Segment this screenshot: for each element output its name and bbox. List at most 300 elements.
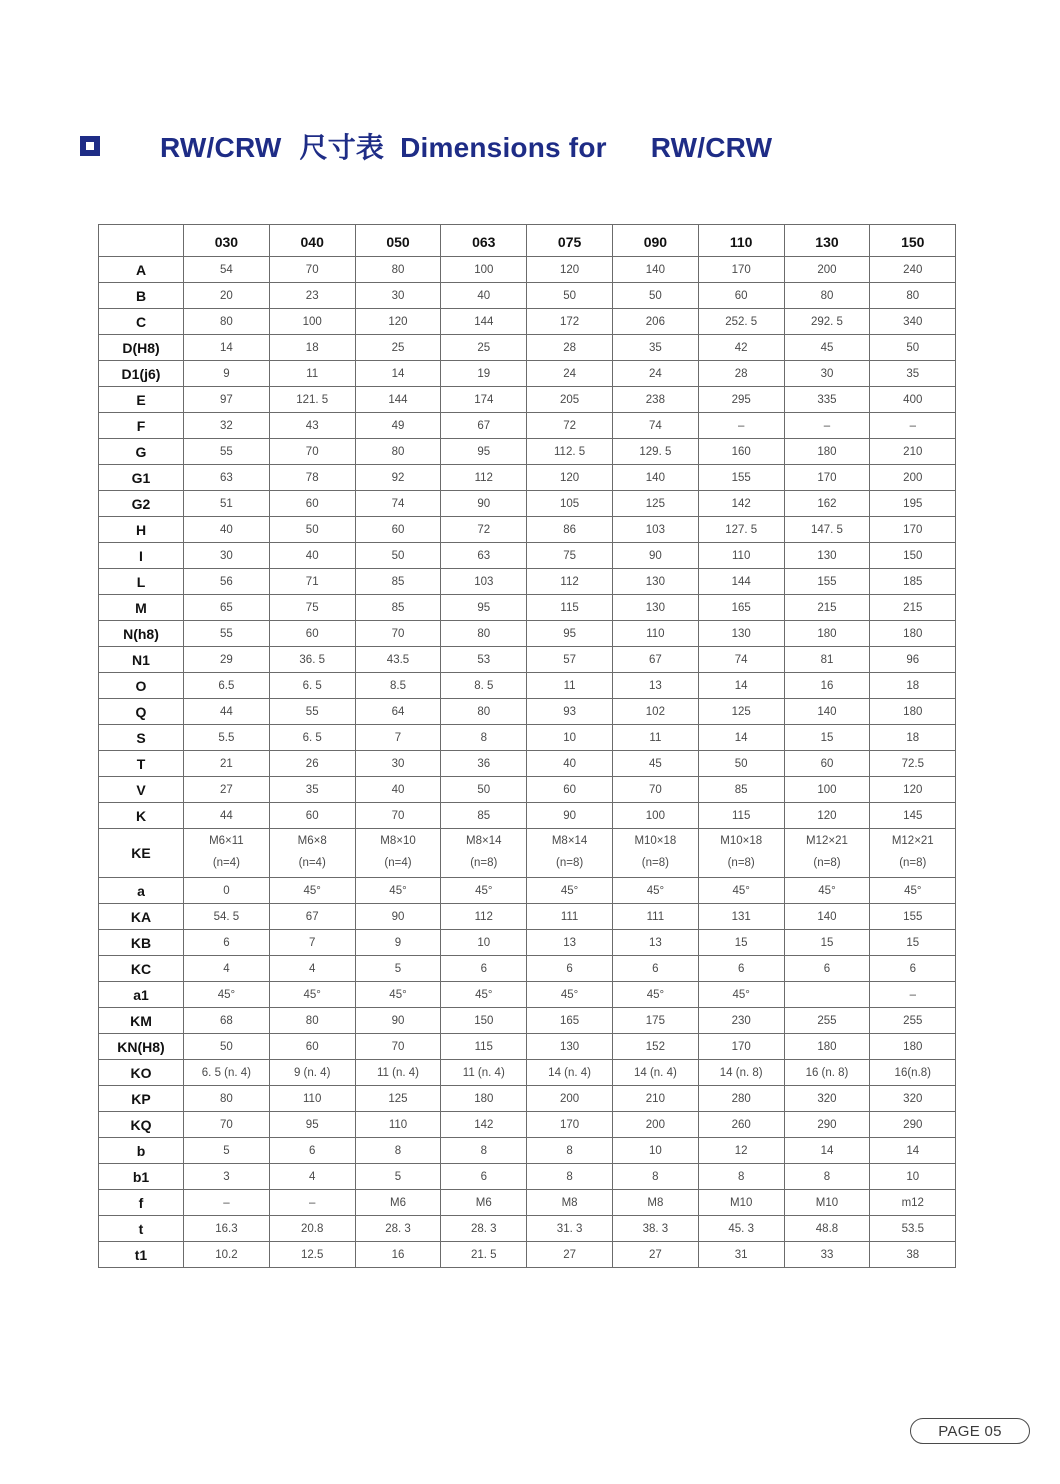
table-cell: 38 xyxy=(870,1242,956,1268)
table-cell: 65 xyxy=(184,595,270,621)
table-row xyxy=(99,1034,956,1060)
row-label: G1 xyxy=(99,465,184,491)
table-cell: 145 xyxy=(870,803,956,829)
table-cell: 92 xyxy=(355,465,441,491)
table-cell: 238 xyxy=(612,387,698,413)
table-cell: 67 xyxy=(269,904,355,930)
table-cell: 26 xyxy=(269,751,355,777)
table-cell: – xyxy=(784,413,870,439)
table-cell: 42 xyxy=(698,335,784,361)
table-cell: 147. 5 xyxy=(784,517,870,543)
table-cell: 44 xyxy=(184,699,270,725)
table-cell: 14 xyxy=(870,1138,956,1164)
table-cell: 78 xyxy=(269,465,355,491)
table-cell: 103 xyxy=(441,569,527,595)
table-cell: 45 xyxy=(784,335,870,361)
table-cell: 8 xyxy=(527,1164,613,1190)
table-cell: 27 xyxy=(612,1242,698,1268)
table-row xyxy=(99,283,956,309)
table-cell: 80 xyxy=(441,621,527,647)
table-cell: 50 xyxy=(441,777,527,803)
table-cell: 15 xyxy=(784,725,870,751)
table-row xyxy=(99,413,956,439)
table-cell xyxy=(527,829,613,878)
row-label: KC xyxy=(99,956,184,982)
table-cell: 90 xyxy=(355,904,441,930)
table-cell: 72.5 xyxy=(870,751,956,777)
table-cell: 50 xyxy=(870,335,956,361)
table-cell: 45° xyxy=(698,878,784,904)
table-cell: 14 xyxy=(698,725,784,751)
table-row xyxy=(99,1164,956,1190)
table-cell: 44 xyxy=(184,803,270,829)
column-header: 040 xyxy=(269,225,355,257)
table-cell: 6 xyxy=(527,956,613,982)
table-cell: 35 xyxy=(269,777,355,803)
table-row xyxy=(99,1060,956,1086)
thread-count: (n=4) xyxy=(384,857,412,869)
table-cell: 255 xyxy=(784,1008,870,1034)
table-cell: 50 xyxy=(355,543,441,569)
table-cell: 210 xyxy=(612,1086,698,1112)
table-cell: 112 xyxy=(527,569,613,595)
table-cell: 125 xyxy=(612,491,698,517)
thread-size: M10×18 xyxy=(720,835,763,848)
row-label: Q xyxy=(99,699,184,725)
table-row xyxy=(99,595,956,621)
table-cell: 100 xyxy=(784,777,870,803)
column-header: 063 xyxy=(441,225,527,257)
table-cell: 200 xyxy=(612,1112,698,1138)
table-cell: 80 xyxy=(184,309,270,335)
row-label: I xyxy=(99,543,184,569)
table-row xyxy=(99,335,956,361)
table-cell: 63 xyxy=(441,543,527,569)
row-label: KQ xyxy=(99,1112,184,1138)
column-header: 110 xyxy=(698,225,784,257)
table-cell: 6. 5 xyxy=(269,673,355,699)
table-cell: 96 xyxy=(870,647,956,673)
table-cell xyxy=(441,829,527,878)
table-cell: 45° xyxy=(870,878,956,904)
table-cell: 292. 5 xyxy=(784,309,870,335)
row-label: KE xyxy=(99,829,184,878)
table-cell: 12 xyxy=(698,1138,784,1164)
table-cell: 320 xyxy=(784,1086,870,1112)
page-number-badge xyxy=(910,1418,1030,1444)
table-cell: 7 xyxy=(355,725,441,751)
table-cell: 25 xyxy=(355,335,441,361)
table-cell: M8 xyxy=(612,1190,698,1216)
column-header: 090 xyxy=(612,225,698,257)
table-cell: 14 (n. 4) xyxy=(612,1060,698,1086)
corner-cell xyxy=(99,225,184,257)
row-label: N(h8) xyxy=(99,621,184,647)
table-cell: 90 xyxy=(527,803,613,829)
table-cell: 70 xyxy=(355,621,441,647)
column-header: 050 xyxy=(355,225,441,257)
page-header xyxy=(80,126,772,166)
page-number-label: PAGE 05 xyxy=(938,1422,1002,1440)
table-cell: 45° xyxy=(527,878,613,904)
table-cell: 130 xyxy=(612,569,698,595)
table-cell: 120 xyxy=(355,309,441,335)
table-cell: 30 xyxy=(784,361,870,387)
row-label: f xyxy=(99,1190,184,1216)
table-cell: 60 xyxy=(355,517,441,543)
row-label: N1 xyxy=(99,647,184,673)
table-cell: 28. 3 xyxy=(355,1216,441,1242)
table-cell: 144 xyxy=(441,309,527,335)
title-chinese: 尺寸表 xyxy=(299,132,385,163)
table-cell: 21 xyxy=(184,751,270,777)
column-header: 130 xyxy=(784,225,870,257)
table-cell: 255 xyxy=(870,1008,956,1034)
table-cell: 185 xyxy=(870,569,956,595)
table-cell: 9 (n. 4) xyxy=(269,1060,355,1086)
table-cell: 6.5 xyxy=(184,673,270,699)
table-cell: 4 xyxy=(269,1164,355,1190)
table-cell: – xyxy=(870,413,956,439)
table-cell: 6 xyxy=(441,956,527,982)
table-cell: 56 xyxy=(184,569,270,595)
table-cell: 60 xyxy=(269,491,355,517)
table-cell: 50 xyxy=(698,751,784,777)
table-cell: 80 xyxy=(870,283,956,309)
table-cell: 110 xyxy=(612,621,698,647)
table-cell: M8 xyxy=(527,1190,613,1216)
table-cell: 140 xyxy=(784,904,870,930)
table-cell: 51 xyxy=(184,491,270,517)
table-cell: 170 xyxy=(698,1034,784,1060)
title-model: RW/CRW xyxy=(650,132,773,163)
table-cell: M10 xyxy=(698,1190,784,1216)
table-cell: 14 xyxy=(355,361,441,387)
table-cell: 68 xyxy=(184,1008,270,1034)
thread-size: M6×8 xyxy=(297,835,327,848)
table-cell: 7 xyxy=(269,930,355,956)
table-cell: m12 xyxy=(870,1190,956,1216)
thread-size: M10×18 xyxy=(634,835,677,848)
table-cell: 28 xyxy=(698,361,784,387)
table-cell: 32 xyxy=(184,413,270,439)
table-cell: 10 xyxy=(441,930,527,956)
table-cell xyxy=(784,829,870,878)
table-cell: 11 xyxy=(527,673,613,699)
table-cell: 90 xyxy=(612,543,698,569)
table-cell: 40 xyxy=(269,543,355,569)
table-cell: 180 xyxy=(870,699,956,725)
table-cell: 155 xyxy=(698,465,784,491)
row-label: B xyxy=(99,283,184,309)
table-cell: 14 xyxy=(698,673,784,699)
table-row xyxy=(99,673,956,699)
table-cell: 55 xyxy=(184,621,270,647)
table-cell: 80 xyxy=(355,257,441,283)
table-cell: 195 xyxy=(870,491,956,517)
table-cell: 8 xyxy=(355,1138,441,1164)
table-cell: 260 xyxy=(698,1112,784,1138)
table-cell: 100 xyxy=(612,803,698,829)
table-cell: 13 xyxy=(527,930,613,956)
table-cell: 20 xyxy=(184,283,270,309)
thread-count: (n=8) xyxy=(727,857,755,869)
table-cell: 205 xyxy=(527,387,613,413)
thread-count: (n=4) xyxy=(212,857,240,869)
row-label: t1 xyxy=(99,1242,184,1268)
table-cell: 45° xyxy=(184,982,270,1008)
table-cell: 11 (n. 4) xyxy=(441,1060,527,1086)
table-cell: 6 xyxy=(784,956,870,982)
row-label: KM xyxy=(99,1008,184,1034)
table-cell: 10 xyxy=(612,1138,698,1164)
table-row xyxy=(99,517,956,543)
table-cell: 60 xyxy=(269,1034,355,1060)
thread-size: M12×21 xyxy=(806,835,848,848)
table-row xyxy=(99,1112,956,1138)
row-label: E xyxy=(99,387,184,413)
table-cell: 49 xyxy=(355,413,441,439)
table-cell: 13 xyxy=(612,673,698,699)
table-row xyxy=(99,1138,956,1164)
table-cell: 72 xyxy=(441,517,527,543)
table-row xyxy=(99,647,956,673)
title-main: RW/CRW xyxy=(160,132,282,163)
table-cell: 8 xyxy=(784,1164,870,1190)
table-cell: 18 xyxy=(870,673,956,699)
table-cell: 27 xyxy=(184,777,270,803)
table-cell: 60 xyxy=(269,621,355,647)
table-cell: 60 xyxy=(784,751,870,777)
row-label: KB xyxy=(99,930,184,956)
table-row xyxy=(99,465,956,491)
table-cell: 144 xyxy=(698,569,784,595)
table-cell: 8. 5 xyxy=(441,673,527,699)
table-cell: 74 xyxy=(355,491,441,517)
table-cell: 18 xyxy=(269,335,355,361)
table-cell xyxy=(612,829,698,878)
row-label: C xyxy=(99,309,184,335)
table-cell: 5.5 xyxy=(184,725,270,751)
table-cell: 8 xyxy=(441,1138,527,1164)
table-cell: 127. 5 xyxy=(698,517,784,543)
row-label: D1(j6) xyxy=(99,361,184,387)
dimensions-table xyxy=(98,224,956,1268)
table-cell: 110 xyxy=(269,1086,355,1112)
table-cell: 67 xyxy=(612,647,698,673)
table-cell: 97 xyxy=(184,387,270,413)
table-cell: 13 xyxy=(612,930,698,956)
table-cell: 15 xyxy=(784,930,870,956)
table-cell: M10 xyxy=(784,1190,870,1216)
table-cell xyxy=(698,829,784,878)
table-cell: 85 xyxy=(441,803,527,829)
table-cell: 120 xyxy=(870,777,956,803)
table-row xyxy=(99,956,956,982)
table-cell: 131 xyxy=(698,904,784,930)
table-cell: 155 xyxy=(870,904,956,930)
table-cell: 150 xyxy=(441,1008,527,1034)
table-cell: 115 xyxy=(527,595,613,621)
table-cell: 5 xyxy=(355,1164,441,1190)
table-cell: 125 xyxy=(698,699,784,725)
table-cell: 19 xyxy=(441,361,527,387)
table-cell: 16 xyxy=(355,1242,441,1268)
table-cell: 43.5 xyxy=(355,647,441,673)
row-label: KN(H8) xyxy=(99,1034,184,1060)
table-cell: 160 xyxy=(698,439,784,465)
table-cell: 75 xyxy=(527,543,613,569)
table-cell: 70 xyxy=(355,1034,441,1060)
table-cell: 8 xyxy=(698,1164,784,1190)
table-cell: 55 xyxy=(184,439,270,465)
table-cell: 3 xyxy=(184,1164,270,1190)
table-cell: 45° xyxy=(355,982,441,1008)
table-row xyxy=(99,309,956,335)
title-bullet-icon xyxy=(80,136,100,156)
table-cell: 111 xyxy=(612,904,698,930)
table-cell: 180 xyxy=(784,621,870,647)
table-cell: 10 xyxy=(870,1164,956,1190)
table-cell: 295 xyxy=(698,387,784,413)
row-label: G xyxy=(99,439,184,465)
table-cell: 170 xyxy=(527,1112,613,1138)
table-cell: 23 xyxy=(269,283,355,309)
table-cell: 112 xyxy=(441,465,527,491)
table-cell: 45° xyxy=(441,982,527,1008)
table-row xyxy=(99,1190,956,1216)
table-cell: 45° xyxy=(527,982,613,1008)
table-cell: 27 xyxy=(527,1242,613,1268)
table-cell: 115 xyxy=(698,803,784,829)
table-cell xyxy=(184,829,270,878)
table-cell: 70 xyxy=(355,803,441,829)
table-cell: 180 xyxy=(784,1034,870,1060)
table-cell: 75 xyxy=(269,595,355,621)
table-cell: 200 xyxy=(784,257,870,283)
dimensions-table-wrapper xyxy=(98,224,956,1268)
table-cell: 57 xyxy=(527,647,613,673)
table-cell: 67 xyxy=(441,413,527,439)
table-cell: 43 xyxy=(269,413,355,439)
table-cell: 180 xyxy=(870,1034,956,1060)
column-header: 150 xyxy=(870,225,956,257)
table-cell: 28 xyxy=(527,335,613,361)
table-cell: 165 xyxy=(527,1008,613,1034)
table-row xyxy=(99,904,956,930)
table-cell: 50 xyxy=(527,283,613,309)
table-cell: 33 xyxy=(784,1242,870,1268)
table-cell xyxy=(269,829,355,878)
table-cell: 105 xyxy=(527,491,613,517)
table-cell: 40 xyxy=(355,777,441,803)
table-cell: 6 xyxy=(184,930,270,956)
table-cell: 340 xyxy=(870,309,956,335)
table-cell: 85 xyxy=(355,569,441,595)
table-cell: 93 xyxy=(527,699,613,725)
table-cell: 210 xyxy=(870,439,956,465)
row-label: T xyxy=(99,751,184,777)
thread-size: M12×21 xyxy=(891,835,934,848)
table-cell: 12.5 xyxy=(269,1242,355,1268)
table-cell: 60 xyxy=(698,283,784,309)
table-cell: 16 (n. 8) xyxy=(784,1060,870,1086)
row-label: a1 xyxy=(99,982,184,1008)
row-label: b1 xyxy=(99,1164,184,1190)
table-cell: 20.8 xyxy=(269,1216,355,1242)
table-cell: – xyxy=(184,1190,270,1216)
table-cell: 74 xyxy=(698,647,784,673)
table-cell: 11 (n. 4) xyxy=(355,1060,441,1086)
table-cell xyxy=(870,829,956,878)
table-cell: 5 xyxy=(355,956,441,982)
table-cell: 14 xyxy=(184,335,270,361)
thread-size: M8×14 xyxy=(466,835,502,848)
table-cell: 45° xyxy=(784,878,870,904)
table-row xyxy=(99,930,956,956)
row-label: KA xyxy=(99,904,184,930)
table-cell: 30 xyxy=(184,543,270,569)
table-cell: 8 xyxy=(527,1138,613,1164)
table-row xyxy=(99,751,956,777)
table-cell: 142 xyxy=(698,491,784,517)
table-cell: M6 xyxy=(355,1190,441,1216)
table-cell: 111 xyxy=(527,904,613,930)
table-cell: 60 xyxy=(269,803,355,829)
row-label: D(H8) xyxy=(99,335,184,361)
table-cell: 6 xyxy=(441,1164,527,1190)
table-cell: 130 xyxy=(612,595,698,621)
table-cell: 8.5 xyxy=(355,673,441,699)
row-label: M xyxy=(99,595,184,621)
table-row xyxy=(99,725,956,751)
table-cell: 130 xyxy=(784,543,870,569)
table-row xyxy=(99,1216,956,1242)
table-cell: 200 xyxy=(870,465,956,491)
table-cell: 18 xyxy=(870,725,956,751)
row-label: KP xyxy=(99,1086,184,1112)
table-cell: 80 xyxy=(269,1008,355,1034)
table-cell: 40 xyxy=(527,751,613,777)
row-label: O xyxy=(99,673,184,699)
table-cell: 14 (n. 8) xyxy=(698,1060,784,1086)
table-cell: 30 xyxy=(355,751,441,777)
table-cell: 85 xyxy=(698,777,784,803)
table-cell: 31 xyxy=(698,1242,784,1268)
table-cell: 172 xyxy=(527,309,613,335)
table-cell: 95 xyxy=(269,1112,355,1138)
row-label: H xyxy=(99,517,184,543)
table-cell: 8 xyxy=(612,1164,698,1190)
table-cell: 50 xyxy=(184,1034,270,1060)
thread-count: (n=8) xyxy=(470,857,498,869)
table-cell: 14 (n. 4) xyxy=(527,1060,613,1086)
table-cell: 45° xyxy=(612,982,698,1008)
table-cell: 70 xyxy=(612,777,698,803)
table-cell: 4 xyxy=(184,956,270,982)
table-cell: 162 xyxy=(784,491,870,517)
table-cell: 50 xyxy=(269,517,355,543)
table-cell: 110 xyxy=(355,1112,441,1138)
table-cell: 72 xyxy=(527,413,613,439)
row-label: K xyxy=(99,803,184,829)
table-cell: 180 xyxy=(870,621,956,647)
thread-size: M8×14 xyxy=(551,835,588,848)
table-row xyxy=(99,1008,956,1034)
table-cell: 121. 5 xyxy=(269,387,355,413)
table-row xyxy=(99,777,956,803)
table-cell: 6. 5 xyxy=(269,725,355,751)
